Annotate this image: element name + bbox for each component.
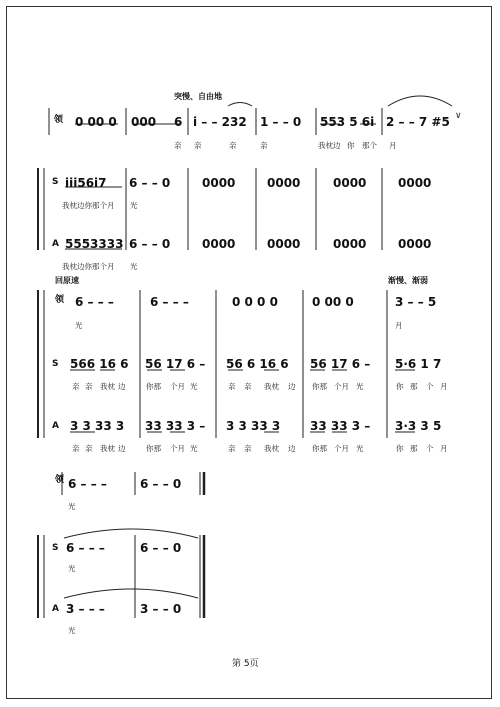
solo-measure: 1 – – 0 bbox=[260, 115, 302, 129]
lyric: 光 bbox=[75, 321, 83, 330]
solo-measure: 3 – – 5 bbox=[395, 295, 437, 309]
lyric: 边 bbox=[118, 444, 126, 453]
lyric: 月 bbox=[440, 444, 448, 453]
soprano-measure: iii56i7 bbox=[65, 176, 107, 190]
alto-measure: 0000 bbox=[333, 237, 367, 251]
lyric: 光 bbox=[190, 444, 198, 453]
lyric: 你那 bbox=[146, 382, 161, 391]
slur bbox=[64, 529, 198, 538]
alto-measure: 5553333 bbox=[65, 237, 124, 251]
breath-mark: ∨ bbox=[455, 111, 462, 121]
solo-measure: 6 – – – bbox=[75, 295, 114, 309]
solo-measure: 0 0 0 0 bbox=[232, 295, 278, 309]
lyric: 我枕 bbox=[100, 382, 115, 391]
alto-measure: 33 33 3 – bbox=[145, 419, 206, 433]
lyric: 个月 bbox=[170, 444, 185, 453]
lyric: 光 bbox=[190, 382, 198, 391]
solo-measure: 6 – – – bbox=[68, 477, 107, 491]
soprano-measure: 0000 bbox=[333, 176, 367, 190]
solo-measure: 0 00 0 bbox=[312, 295, 354, 309]
solo-measure: i – – 232 bbox=[193, 115, 247, 129]
part-label-soprano: S bbox=[52, 543, 59, 553]
soprano-measure: 56 6 16 6 bbox=[226, 357, 289, 371]
lyric: 我枕边你那个月 bbox=[62, 201, 115, 210]
lyric: 光 bbox=[356, 444, 364, 453]
slur bbox=[64, 589, 198, 598]
lyric: 亲 bbox=[194, 141, 202, 150]
lyric: 亲 bbox=[229, 141, 237, 150]
lyric: 个月 bbox=[334, 444, 349, 453]
soprano-measure: 0000 bbox=[202, 176, 236, 190]
lyric: 光 bbox=[130, 262, 138, 271]
lyric: 亲 bbox=[228, 382, 236, 391]
lyric: 你那 bbox=[312, 382, 327, 391]
solo-measure: 0 00 0 bbox=[75, 115, 117, 129]
soprano-measure: 6 – – – bbox=[66, 541, 105, 555]
soprano-measure: 56 17 6 – bbox=[145, 357, 206, 371]
lyric: 你那 bbox=[146, 444, 161, 453]
part-label-alto: A bbox=[52, 421, 59, 431]
alto-measure: 3·3 3 5 bbox=[395, 419, 442, 433]
part-label-solo: 领 bbox=[55, 475, 65, 485]
solo-measure: 6 – – – bbox=[150, 295, 189, 309]
lyric: 亲 bbox=[85, 444, 93, 453]
alto-measure: 0000 bbox=[267, 237, 301, 251]
lyric: 亲 bbox=[228, 444, 236, 453]
lyric: 我枕边你那个月 bbox=[62, 262, 115, 271]
lyric: 你 bbox=[396, 444, 404, 453]
slur bbox=[388, 96, 452, 106]
lyric: 那个 bbox=[362, 141, 377, 150]
alto-measure: 3 – – – bbox=[66, 602, 105, 616]
tempo-marking: 突慢、自由地 bbox=[174, 92, 222, 101]
lyric: 你 bbox=[396, 382, 404, 391]
lyric: 我枕 bbox=[264, 382, 279, 391]
solo-measure: 2 – – 7 #5 bbox=[386, 115, 450, 129]
lyric: 我枕 bbox=[264, 444, 279, 453]
lyric: 我枕边 bbox=[318, 141, 341, 150]
page-number: 第 5页 bbox=[232, 659, 259, 669]
lyric: 光 bbox=[68, 502, 76, 511]
tempo-marking: 渐慢、渐弱 bbox=[388, 276, 428, 285]
tempo-marking: 回原速 bbox=[55, 276, 79, 285]
lyric: 月 bbox=[395, 321, 403, 330]
alto-measure: 3 3 33 3 bbox=[226, 419, 281, 433]
solo-measure: 6 bbox=[174, 115, 183, 129]
lyric: 光 bbox=[356, 382, 364, 391]
lyric: 亲 bbox=[72, 382, 80, 391]
part-label-alto: A bbox=[52, 239, 59, 249]
alto-measure: 3 3 33 3 bbox=[70, 419, 125, 433]
part-label-alto: A bbox=[52, 604, 59, 614]
lyric: 亲 bbox=[244, 382, 252, 391]
solo-measure: 553 5 6i bbox=[320, 115, 375, 129]
lyric: 亲 bbox=[244, 444, 252, 453]
soprano-measure: 566 16 6 bbox=[70, 357, 129, 371]
lyric: 亲 bbox=[72, 444, 80, 453]
solo-measure: 6 – – 0 bbox=[140, 477, 182, 491]
lyric: 亲 bbox=[85, 382, 93, 391]
alto-measure: 0000 bbox=[202, 237, 236, 251]
slur bbox=[228, 103, 252, 107]
lyric: 那 bbox=[410, 444, 418, 453]
lyric: 光 bbox=[68, 564, 76, 573]
lyric: 边 bbox=[288, 444, 296, 453]
soprano-measure: 6 – – 0 bbox=[140, 541, 182, 555]
part-label-solo: 领 bbox=[54, 115, 64, 125]
lyric: 月 bbox=[440, 382, 448, 391]
lyric: 那 bbox=[410, 382, 418, 391]
solo-measure: 000 bbox=[131, 115, 157, 129]
lyric: 边 bbox=[118, 382, 126, 391]
part-label-solo: 领 bbox=[55, 295, 65, 305]
alto-measure: 3 – – 0 bbox=[140, 602, 182, 616]
part-label-soprano: S bbox=[52, 359, 59, 369]
lyric: 个月 bbox=[170, 382, 185, 391]
alto-measure: 6 – – 0 bbox=[129, 237, 171, 251]
lyric: 亲 bbox=[174, 141, 182, 150]
alto-measure: 33 33 3 – bbox=[310, 419, 371, 433]
soprano-measure: 5·6 1 7 bbox=[395, 357, 442, 371]
lyric: 我枕 bbox=[100, 444, 115, 453]
soprano-measure: 6 – – 0 bbox=[129, 176, 171, 190]
lyric: 光 bbox=[68, 626, 76, 635]
soprano-measure: 56 17 6 – bbox=[310, 357, 371, 371]
part-label-soprano: S bbox=[52, 177, 59, 187]
lyric: 你 bbox=[347, 141, 355, 150]
lyric: 边 bbox=[288, 382, 296, 391]
soprano-measure: 0000 bbox=[398, 176, 432, 190]
lyric: 月 bbox=[389, 141, 397, 150]
lyric: 个 bbox=[426, 382, 434, 391]
alto-measure: 0000 bbox=[398, 237, 432, 251]
soprano-measure: 0000 bbox=[267, 176, 301, 190]
lyric: 个月 bbox=[334, 382, 349, 391]
lyric: 你那 bbox=[312, 444, 327, 453]
lyric: 亲 bbox=[260, 141, 268, 150]
lyric: 个 bbox=[426, 444, 434, 453]
lyric: 光 bbox=[130, 201, 138, 210]
